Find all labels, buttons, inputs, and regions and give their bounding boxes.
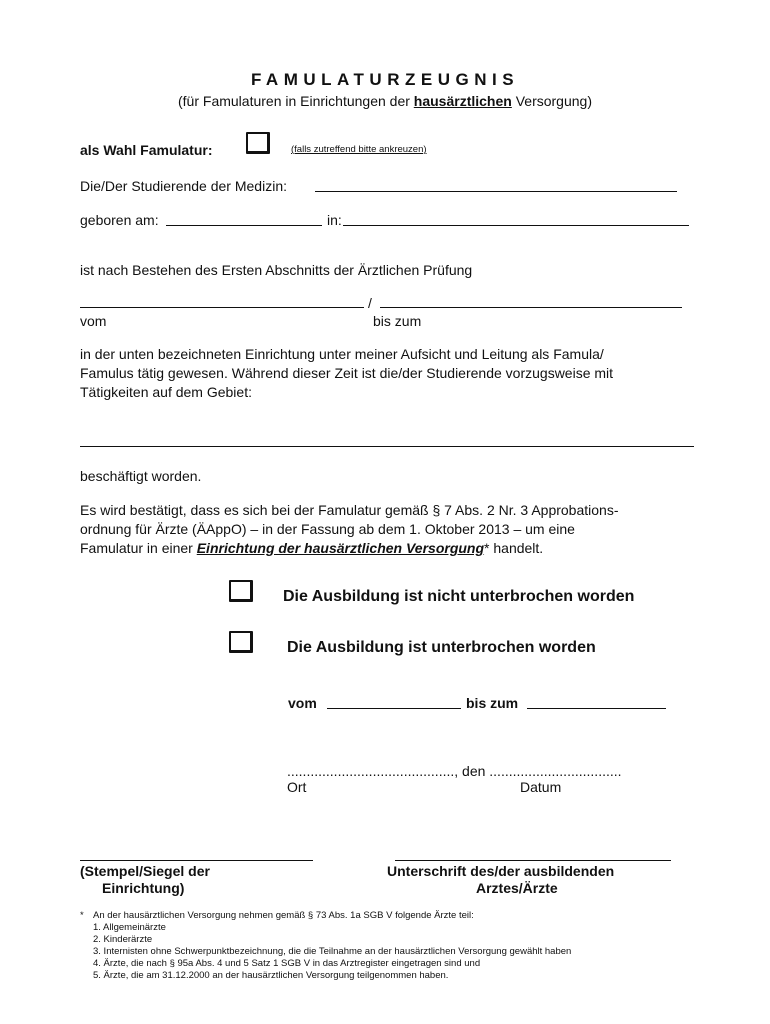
- interrupted-checkbox[interactable]: [229, 631, 253, 653]
- paragraph-2-text: Famulatur in einer: [80, 540, 197, 556]
- document-title: FAMULATURZEUGNIS: [250, 70, 520, 89]
- document-subtitle: [0, 93, 770, 109]
- interruption-to-field[interactable]: [527, 708, 666, 709]
- paragraph-1-line-2: Famulus tätig gewesen. Während dieser Zeit ist die/der Studierende vorzugsweise mit: [80, 365, 614, 381]
- exam-text: ist nach Bestehen des Ersten Abschnitts der Ärztlichen Prüfung: [80, 262, 473, 278]
- wahl-famulatur-hint: (falls zutreffend bitte ankreuzen): [291, 144, 427, 155]
- specialty-field[interactable]: [80, 446, 694, 447]
- to-label: bis zum: [373, 313, 422, 329]
- employed-text: beschäftigt worden.: [80, 468, 202, 484]
- to-date-field[interactable]: [380, 307, 682, 308]
- signature-label-line-2: Arztes/Ärzte: [476, 880, 558, 896]
- interruption-from-field[interactable]: [327, 708, 461, 709]
- footnote-item: 5. Ärzte, die am 31.12.2000 an der hausärztlichen Versorgung teilgenommen haben.: [93, 970, 449, 981]
- place-label: Ort: [287, 779, 307, 795]
- date-separator: /: [368, 295, 372, 311]
- signature-label-line-1: Unterschrift des/der ausbildenden: [387, 863, 615, 879]
- from-label: vom: [80, 313, 107, 329]
- student-name-field[interactable]: [315, 191, 677, 192]
- paragraph-1-line-3: Tätigkeiten auf dem Gebiet:: [80, 384, 252, 400]
- not-interrupted-label: Die Ausbildung ist nicht unterbrochen worden: [283, 588, 635, 605]
- footnote-item: 3. Internisten ohne Schwerpunktbezeichnung, die die Teilnahme an der hausärztlichen Versorgung gewählt haben: [93, 946, 572, 957]
- stamp-label-line-1: (Stempel/Siegel der: [80, 863, 210, 879]
- footnote-item: 1. Allgemeinärzte: [93, 922, 166, 933]
- wahl-famulatur-label: als Wahl Famulatur:: [80, 142, 213, 158]
- stamp-field[interactable]: [80, 860, 313, 861]
- not-interrupted-checkbox[interactable]: [229, 580, 253, 602]
- place-date-field[interactable]: ..........................................., den ..................................: [287, 763, 622, 779]
- student-label: Die/Der Studierende der Medizin:: [80, 178, 287, 194]
- subtitle-text-end: Versorgung): [511, 93, 592, 109]
- paragraph-2-line-3: [80, 540, 543, 556]
- paragraph-2-emphasis: Einrichtung der hausärztlichen Versorgung: [196, 540, 485, 556]
- interruption-from-label: vom: [288, 695, 317, 711]
- interruption-to-label: bis zum: [466, 695, 519, 711]
- paragraph-1-line-1: in der unten bezeichneten Einrichtung unter meiner Aufsicht und Leitung als Famula/: [80, 346, 604, 362]
- signature-field[interactable]: [395, 860, 671, 861]
- subtitle-emphasis: hausärztlichen: [413, 93, 512, 109]
- born-place-label: in:: [327, 212, 342, 228]
- stamp-label-line-2: Einrichtung): [102, 880, 185, 896]
- footnote-intro: An der hausärztlichen Versorgung nehmen gemäß § 73 Abs. 1a SGB V folgende Ärzte teil:: [93, 910, 474, 921]
- wahl-famulatur-checkbox[interactable]: [246, 132, 270, 154]
- interrupted-label: Die Ausbildung ist unterbrochen worden: [287, 639, 596, 656]
- subtitle-text: (für Famulaturen in Einrichtungen der: [178, 93, 414, 109]
- footnote-item: 2. Kinderärzte: [93, 934, 153, 945]
- paragraph-2-text-end: * handelt.: [484, 540, 544, 556]
- born-place-field[interactable]: [343, 225, 689, 226]
- paragraph-2-line-1: Es wird bestätigt, dass es sich bei der Famulatur gemäß § 7 Abs. 2 Nr. 3 Approbations-: [80, 502, 619, 518]
- born-label: geboren am:: [80, 212, 159, 228]
- paragraph-2-line-2: ordnung für Ärzte (ÄAppO) – in der Fassung ab dem 1. Oktober 2013 – um eine: [80, 521, 575, 537]
- from-date-field[interactable]: [80, 307, 364, 308]
- footnote-item: 4. Ärzte, die nach § 95a Abs. 4 und 5 Satz 1 SGB V in das Arztregister eingetragen sind und: [93, 958, 481, 969]
- born-date-field[interactable]: [166, 225, 322, 226]
- footnote-star: *: [80, 910, 84, 921]
- date-label: Datum: [520, 779, 562, 795]
